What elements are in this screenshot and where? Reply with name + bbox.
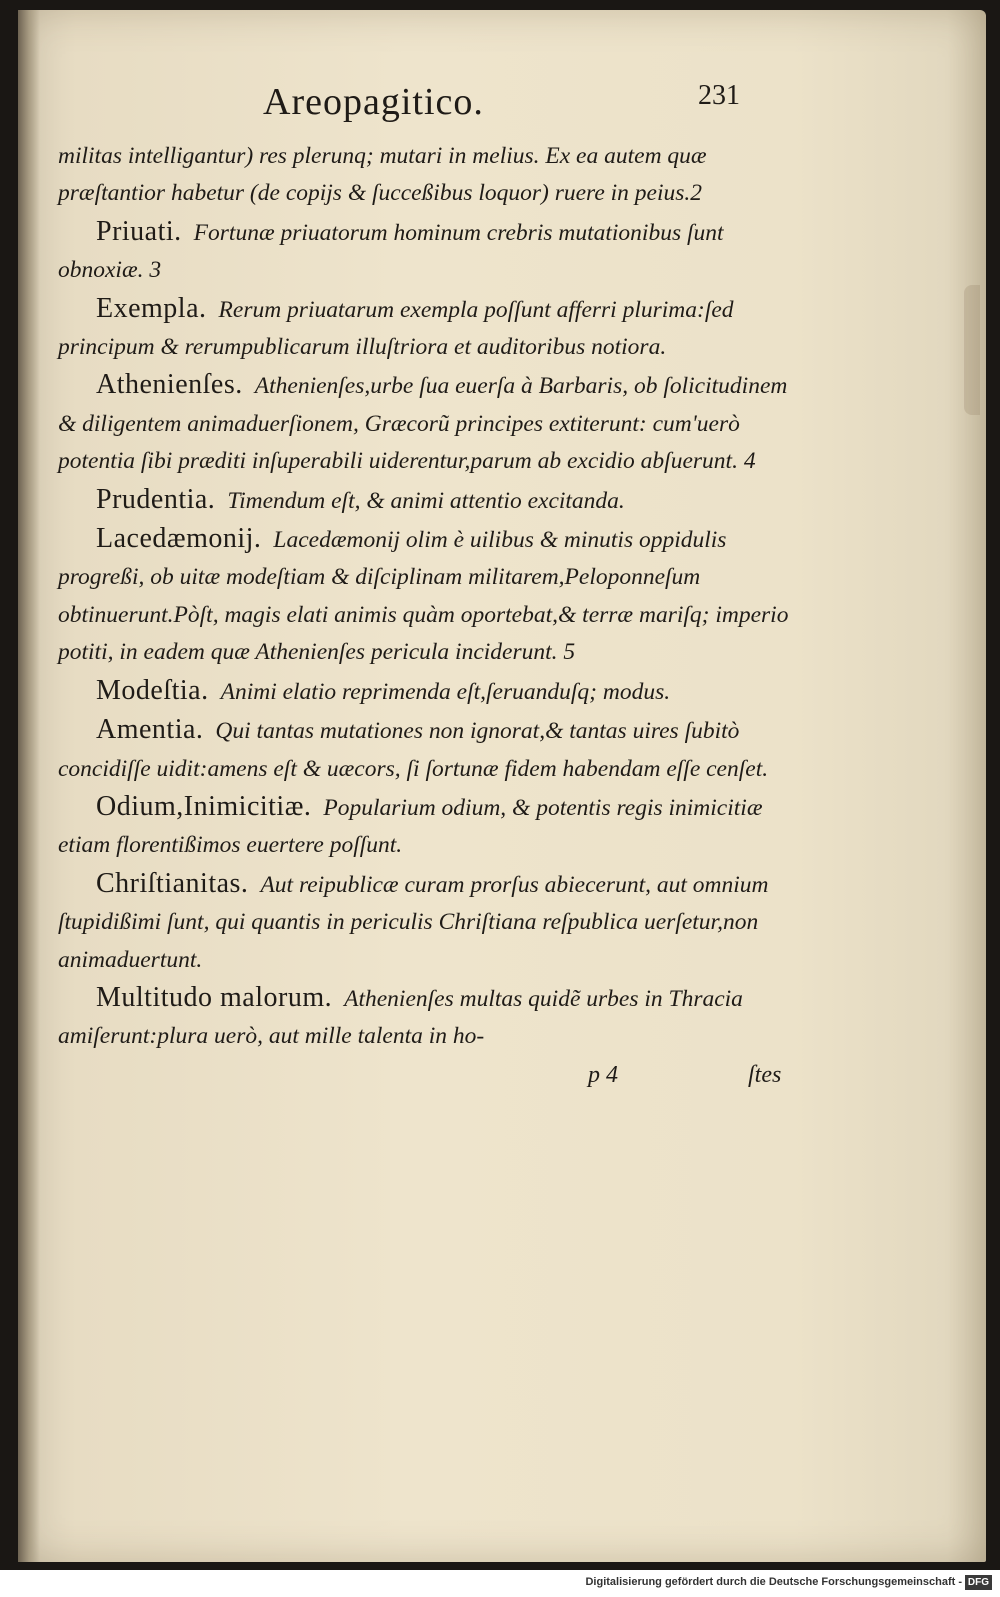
entry-text: Aut reipublicæ curam prorſus abiecerunt, aut omnium ſtupidißimi ſunt, qui quantis in periculis Chriſtiana reſpublica uerſetur,non animaduertunt. (58, 871, 769, 973)
entry-4 (58, 481, 798, 520)
gutter-shadow (18, 10, 40, 1562)
running-head (58, 50, 798, 123)
entry-text: Animi elatio reprimenda eſt,ſeruanduſq; modus. (220, 678, 671, 705)
entry-text: Timendum eſt, & animi attentio excitanda. (227, 487, 625, 514)
catch-line (58, 1062, 798, 1102)
entry-8 (58, 788, 798, 865)
entry-text: Lacedæmonij olim è uilibus & minutis oppidulis progreßi, ob uitæ modeſtiam & diſciplinam militarem,Peloponneſum obtinuerunt.Pòſt, magis elati animis quàm oportebat,& terræ mariſq; imperio potiti, in eadem quæ Athenienſes pericula inciderunt. 5 (58, 527, 789, 666)
digitization-footer (0, 1570, 1000, 1597)
entry-heading: Multitudo malorum. (96, 981, 333, 1013)
dfg-logo-icon: DFG (965, 1575, 992, 1590)
catchword: ſtes (748, 1061, 782, 1088)
entry-text: Athenienſes multas quidẽ urbes in Thracia amiſerunt:plura uerò, aut mille talenta in ho- (58, 985, 743, 1050)
entry-text: Qui tantas mutationes non ignorat,& tantas uires ſubitò concidiſſe uidit:amens eſt & uæcors, ſi ſortunæ fidem habendam eſſe cenſet. (58, 718, 769, 782)
entry-6 (58, 672, 798, 711)
entry-text: Popularium odium, & potentis regis inimicitiæ etiam florentißimos euertere poſſunt. (58, 794, 763, 859)
entry-heading: Modeſtia. (96, 674, 209, 706)
running-title: Areopagitico. (263, 81, 484, 123)
entry-heading: Odium,Inimicitiæ. (96, 790, 312, 822)
entry-heading: Lacedæmonij. (96, 523, 262, 555)
entry-heading: Amentia. (96, 714, 204, 746)
entry-5 (58, 520, 798, 672)
entry-text: Rerum priuatarum exempla poſſunt afferri plurima:ſed principum & rerumpublicarum illuſtriora et auditoribus notiora. (58, 296, 734, 361)
entry-text: Fortunæ priuatorum hominum crebris mutationibus ſunt obnoxiæ. 3 (58, 219, 724, 284)
entry-text: militas intelligantur) res plerunq; mutari in melius. Ex ea autem quæ præſtantior habetur (de copijs & ſucceßibus loquor) ruere in peius.2 (58, 143, 707, 207)
entry-10 (58, 979, 798, 1056)
footer-credit: Digitalisierung gefördert durch die Deutsche Forschungsgemeinschaft - (585, 1576, 962, 1588)
entry-text: Athenienſes,urbe ſua euerſa à Barbaris, ob ſolicitudinem & diligentem animaduerſionem, Græcorũ principes extiterunt: cum'uerò potentia ſibi præditi inſuperabili uiderentur,parum ab excidio abſuerunt. 4 (58, 373, 788, 475)
entry-heading: Athenienſes. (96, 369, 243, 401)
entry-9 (58, 865, 798, 979)
entry-heading: Prudentia. (96, 483, 216, 515)
signature-mark: p 4 (588, 1061, 618, 1088)
entry-0 (58, 138, 798, 213)
book-page (18, 10, 986, 1562)
entry-heading: Chriſtianitas. (96, 867, 249, 899)
entries (58, 138, 798, 1056)
entry-1 (58, 213, 798, 290)
entry-2 (58, 290, 798, 367)
page-tab-mark (964, 285, 980, 415)
entry-heading: Exempla. (96, 292, 207, 324)
entry-3 (58, 366, 798, 480)
text-block (58, 50, 798, 1102)
entry-heading: Priuati. (96, 215, 182, 247)
page-number: 231 (698, 80, 740, 111)
entry-7 (58, 711, 798, 788)
